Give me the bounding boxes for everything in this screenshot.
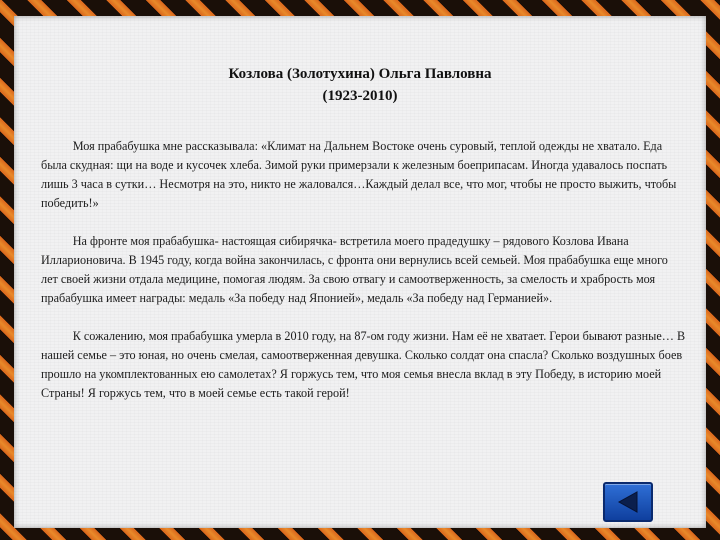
life-years: (1923-2010) [322,88,398,104]
slide-panel [14,16,706,528]
paragraph-memories: Моя прабабушка мне рассказывала: «Климат на Дальнем Востоке очень суровый, теплой одежды не хватало. Еда была скудная: щи на воде и кусочек хлеба. Зимой руки примерзали к железным боеприпасам. Иногда удавалось поспать лишь 3 часа в сутки… Несмотря на это, никто не жаловался…Каждый делал все, что мог, чтобы не просто выжить, чтобы победить!» [41,139,677,210]
paragraph-front: На фронте моя прабабушка- настоящая сибирячка- встретила моего прадедушку – рядового Козлова Ивана Илларионовича. В 1945 году, когда война закончилась, с фронта они вернулись всей семьей. Моя прабабушка еще много лет своей жизни отдала медицине, помогая людям. За свою отвагу и самоотверженность, за смелость и храбрость моя прабабушка имеет награды: медаль «За победу над Японией», медаль «За победу над Германией». [41,234,668,305]
paragraph-legacy: К сожалению, моя прабабушка умерла в 2010 году, на 87-ом году жизни. Нам её не хватает. Герои бывают разные… В нашей семье – это юная, но очень смелая, самоотверженная девушка. Сколько солдат она спасла? Сколько воздушных боев прошло на укомплектованных ею самолетах? Я горжусь тем, что моя семья внесла вклад в эту Победу, в историю моей Страны! Я горжусь тем, что в моей семье есть такой герой! [41,329,686,400]
back-button[interactable] [603,482,653,522]
triangle-left-icon [615,490,641,514]
page-title: Козлова (Золотухина) Ольга Павловна [228,66,492,82]
story-text [41,137,686,403]
